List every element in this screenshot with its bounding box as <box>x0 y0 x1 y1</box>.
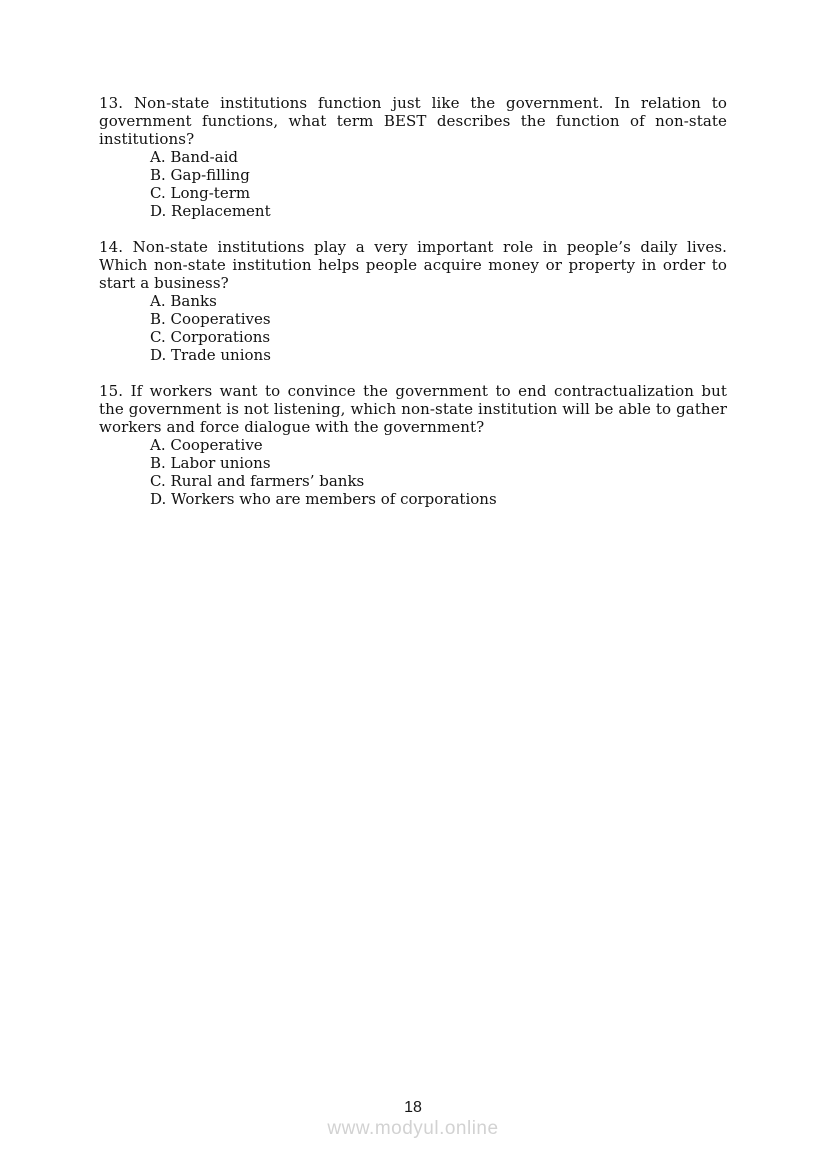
question-13 <box>99 94 727 220</box>
question-15-option-b: B. Labor unions <box>150 454 271 472</box>
question-13-option-a: A. Band-aid <box>150 148 239 166</box>
question-14 <box>99 238 727 364</box>
question-13-options <box>99 148 727 220</box>
watermark: www.modyul.online <box>327 1118 499 1139</box>
question-14-options <box>99 292 727 364</box>
question-15-option-c: C. Rural and farmers’ banks <box>150 472 365 490</box>
question-14-option-a: A. Banks <box>150 292 217 310</box>
question-14-text: 14. Non-state institutions play a very important role in people’s daily lives. Which non-state institution helps people acquire money or property in order to start a business? <box>99 238 727 292</box>
page-number: 18 <box>404 1099 422 1116</box>
question-15 <box>99 382 727 508</box>
question-14-option-d: D. Trade unions <box>150 346 271 364</box>
question-13-text: 13. Non-state institutions function just like the government. In relation to government functions, what term BEST describes the function of non-state institutions? <box>99 94 727 148</box>
question-14-option-c: C. Corporations <box>150 328 271 346</box>
question-15-text: 15. If workers want to convince the government to end contractualization but the government is not listening, which non-state institution will be able to gather workers and force dialogue with the government? <box>99 382 727 436</box>
document-page <box>99 94 727 526</box>
question-15-options <box>99 436 727 508</box>
question-13-option-b: B. Gap-filling <box>150 166 250 184</box>
question-13-option-c: C. Long-term <box>150 184 251 202</box>
question-13-option-d: D. Replacement <box>150 202 271 220</box>
question-15-option-a: A. Cooperative <box>150 436 263 454</box>
question-15-option-d: D. Workers who are members of corporations <box>150 490 497 508</box>
question-14-option-b: B. Cooperatives <box>150 310 271 328</box>
page-footer <box>0 1098 826 1141</box>
